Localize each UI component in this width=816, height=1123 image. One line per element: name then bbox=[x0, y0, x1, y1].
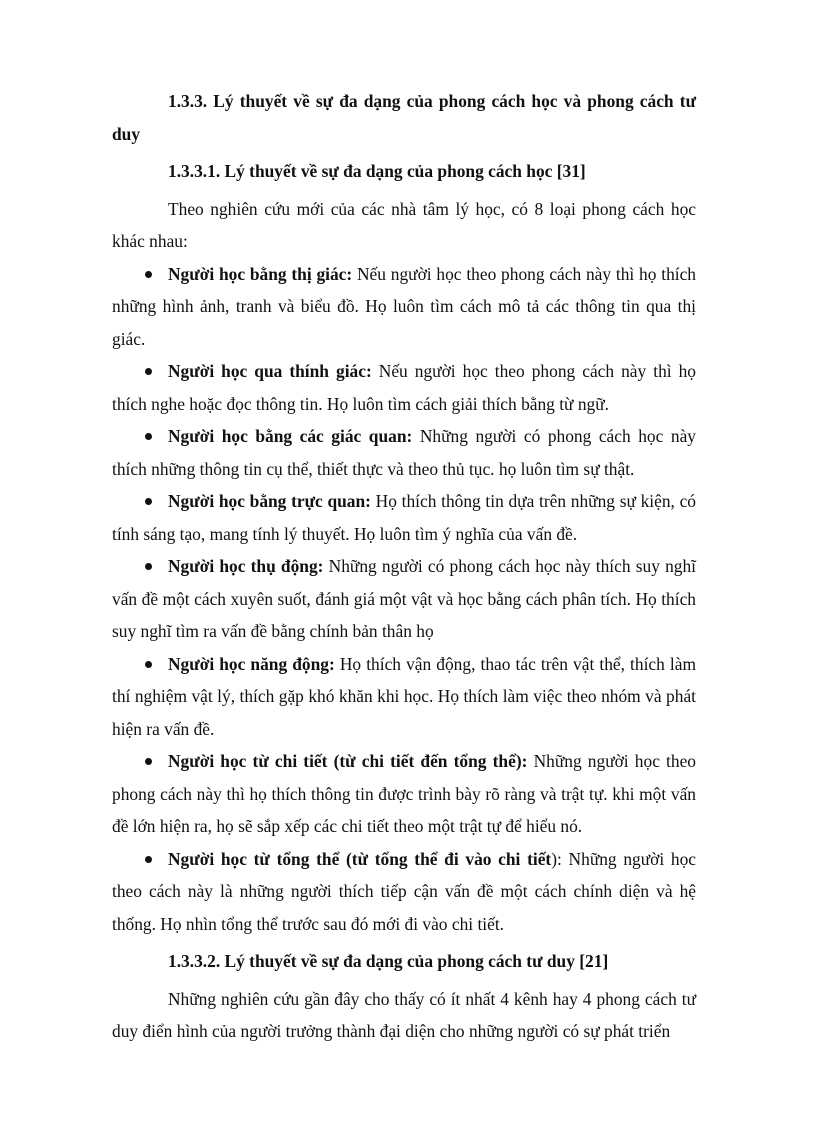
bullet-icon bbox=[145, 368, 152, 375]
bullet-icon bbox=[145, 661, 152, 668]
bullet-icon bbox=[145, 758, 152, 765]
section-heading-1-3-3: 1.3.3. Lý thuyết về sự đa dạng của phong cách học và phong cách tư duy bbox=[112, 91, 696, 144]
bullet-icon bbox=[145, 433, 152, 440]
subsection-heading-1-3-3-2: 1.3.3.2. Lý thuyết về sự đa dạng của phong cách tư duy [21] bbox=[168, 951, 609, 971]
bullet-icon bbox=[145, 498, 152, 505]
subsection-intro-paragraph: Theo nghiên cứu mới của các nhà tâm lý học, có 8 loại phong cách học khác nhau: bbox=[112, 198, 696, 251]
list-item-term: Người học từ chi tiết (từ chi tiết đến tổng thể): bbox=[168, 751, 528, 771]
list-item-term: Người học năng động: bbox=[168, 653, 335, 674]
list-item-text: Họ thích thông tin dựa trên những sự kiện, có tính sáng tạo, mang tính lý thuyết. Họ luôn tìm ý nghĩa của vấn đề. bbox=[112, 491, 696, 544]
bullet-icon bbox=[145, 271, 152, 278]
list-item-text: Nếu người học theo phong cách này thì họ thích những hình ảnh, tranh và biểu đồ. Họ luôn tìm cách mô tả các thông tin qua thị giác. bbox=[112, 263, 697, 349]
list-item-text: Nếu người học theo phong cách này thì họ thích nghe hoặc đọc thông tin. Họ luôn tìm cách giải thích bằng từ ngữ. bbox=[112, 361, 697, 414]
list-item-text: Những người học theo phong cách này thì họ thích thông tin được trình bày rõ ràng và trật tự. khi một vấn đề lớn hiện ra, họ sẽ sắp xếp các chi tiết theo một trật tự để hiểu nó. bbox=[112, 751, 697, 836]
list-item-text: ): Những người học theo cách này là những người thích tiếp cận vấn đề một cách chính diện và hệ thống. Họ nhìn tổng thể trước sau đó mới đi vào chi tiết. bbox=[112, 848, 696, 934]
list-item bbox=[112, 843, 696, 941]
list-item-text: Những người có phong cách học này thích suy nghĩ vấn đề một cách xuyên suốt, đánh giá một vật và học bằng cách phân tích. Họ thích suy nghĩ tìm ra vấn đề bằng chính bản thân họ bbox=[112, 556, 696, 641]
list-item-text: Họ thích vận động, thao tác trên vật thể, thích làm thí nghiệm vật lý, thích gặp khó khăn khi học. Họ thích làm việc theo nhóm và phát hiện ra vấn đề. bbox=[112, 653, 696, 739]
list-item bbox=[112, 258, 696, 356]
list-item-text: Những người có phong cách học này thích những thông tin cụ thể, thiết thực và theo thủ tục. họ luôn tìm sự thật. bbox=[112, 426, 697, 479]
list-item bbox=[112, 355, 696, 420]
subsection-heading-1-3-3-1: 1.3.3.1. Lý thuyết về sự đa dạng của phong cách học [31] bbox=[168, 161, 586, 181]
list-item bbox=[112, 485, 696, 550]
list-item-term: Người học qua thính giác: bbox=[168, 361, 372, 381]
list-item bbox=[112, 550, 696, 648]
bullet-icon bbox=[145, 563, 152, 570]
list-item-term: Người học bằng các giác quan: bbox=[168, 426, 413, 446]
list-item-term: Người học bằng trực quan: bbox=[168, 491, 371, 511]
list-item-term: Người học thụ động: bbox=[168, 556, 324, 576]
list-item bbox=[112, 420, 696, 485]
learning-styles-list bbox=[112, 258, 696, 941]
document-page bbox=[112, 85, 696, 1048]
bullet-icon bbox=[145, 856, 152, 863]
list-item-term: Người học bằng thị giác: bbox=[168, 263, 353, 284]
subsection-intro-paragraph: Những nghiên cứu gần đây cho thấy có ít nhất 4 kênh hay 4 phong cách tư duy điển hình của người trưởng thành đại diện cho những người có sự phát triển bbox=[112, 988, 696, 1041]
list-item-term: Người học từ tổng thể (từ tổng thể đi vào chi tiết bbox=[168, 848, 552, 869]
list-item bbox=[112, 745, 696, 843]
list-item bbox=[112, 648, 696, 746]
